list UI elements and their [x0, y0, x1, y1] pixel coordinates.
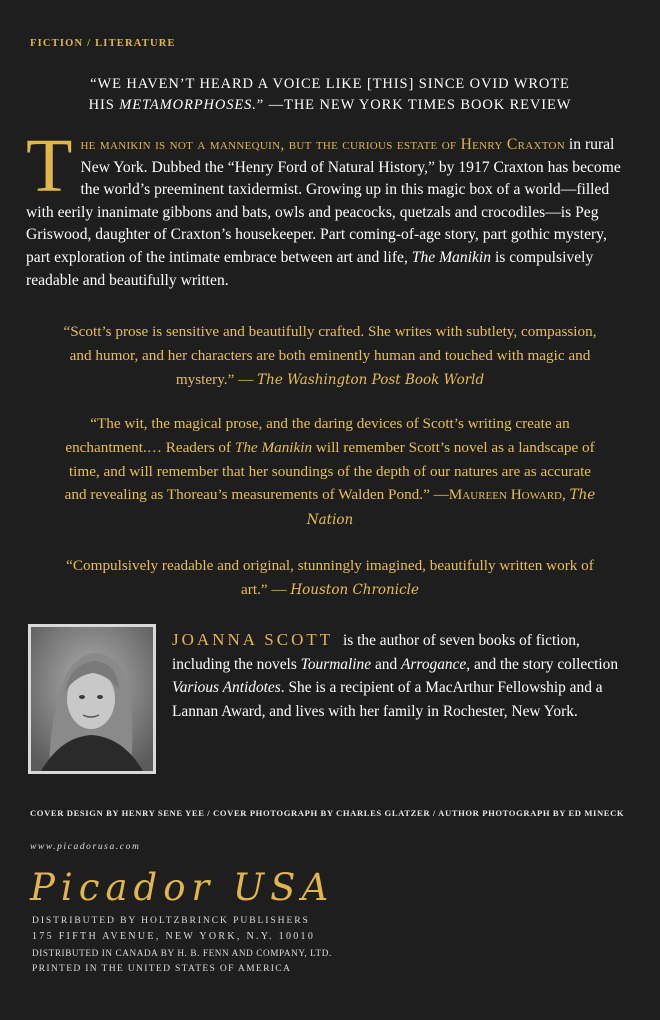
- book-title: The Manikin: [411, 248, 492, 266]
- nyt-quote-line2: HIS METAMORPHOSES.” —THE NEW YORK TIMES BOOK REVIEW: [88, 97, 572, 113]
- metamorphoses-title: METAMORPHOSES.: [119, 97, 257, 113]
- category-label: FICTION / LITERATURE: [30, 38, 176, 49]
- nyt-review-quote: [40, 74, 620, 116]
- book-arrogance: Arrogance: [401, 655, 467, 673]
- author-photo: [28, 624, 156, 774]
- author-name: JOANNA SCOTT: [172, 630, 334, 649]
- photo-credits: COVER DESIGN BY HENRY SENE YEE / COVER PHOTOGRAPH BY CHARLES GLATZER / AUTHOR PHOTOGRAPH BY ED MINECK: [30, 808, 625, 818]
- quote-book-title: The Manikin: [234, 438, 313, 456]
- nyt-quote-line1: “WE HAVEN’T HEARD A VOICE LIKE [THIS] SINCE OVID WROTE: [90, 76, 570, 92]
- quote-source: The Washington Post Book World: [257, 371, 485, 388]
- distribution-canada: DISTRIBUTED IN CANADA BY H. B. FENN AND COMPANY, LTD.: [32, 948, 332, 958]
- publisher-url: www.picadorusa.com: [30, 842, 141, 852]
- review-quote-washington-post: “Scott’s prose is sensitive and beautifully crafted. She writes with subtlety, compassion, and humor, and her characters are both eminently human and touched with magic and mystery.” — The Washington Post Book World: [63, 323, 597, 388]
- printed-in: PRINTED IN THE UNITED STATES OF AMERICA: [32, 963, 292, 974]
- author-bio: JOANNA SCOTT is the author of seven books of fiction, including the novels Tourmaline and Arrogance, and the story collection Various Antidotes. She is a recipient of a MacArthur Fellowship and a Lannan Award, and lives with her family in Rochester, New York.: [172, 630, 619, 720]
- description-lead: he manikin is not a mannequin, but the curious estate of Henry Craxton: [80, 136, 566, 153]
- review-quote-the-nation: “The wit, the magical prose, and the daring devices of Scott’s writing create an enchantment.… Readers of The Manikin will remember Scott’s novel as a landscape of time, and will remember that her soundings of the depth of our natures are as accurate and revealing as Thoreau’s measurements of Walden Pond.” —Maureen Howard, The Nation: [64, 415, 596, 529]
- quote-source: Houston Chronicle: [290, 581, 419, 598]
- distribution-address: 175 FIFTH AVENUE, NEW YORK, N.Y. 10010: [32, 931, 316, 942]
- description-tail: is compulsively readable and beautifully written.: [26, 248, 594, 289]
- review-quote-houston-chronicle: “Compulsively readable and original, stunningly imagined, beautifully written work of art.” — Houston Chronicle: [66, 557, 594, 598]
- publisher-logo: Picador USA: [30, 866, 335, 909]
- distribution-line-1: DISTRIBUTED BY HOLTZBRINCK PUBLISHERS: [32, 915, 310, 926]
- book-various-antidotes: Various Antidotes: [172, 679, 281, 697]
- book-description: [26, 124, 630, 292]
- description-text: in rural New York. Dubbed the “Henry Ford of Natural History,” by 1917 Craxton has become the world’s preeminent taxidermist. Growing up in this magic box of a world—filled with eerily inanimate gibbons and bats, owls and peacocks, quetzals and crocodiles—is Peg Griswood, daughter of Craxton’s housekeeper. Part coming-of-age story, part gothic mystery, part exploration of the intimate embrace between art and life,: [26, 136, 621, 266]
- book-tourmaline: Tourmaline: [300, 655, 372, 673]
- author-portrait-illustration: [31, 627, 153, 771]
- quote-author: Maureen Howard,: [448, 486, 566, 504]
- quote-source: The Nation: [306, 487, 596, 529]
- drop-cap: T: [26, 124, 73, 208]
